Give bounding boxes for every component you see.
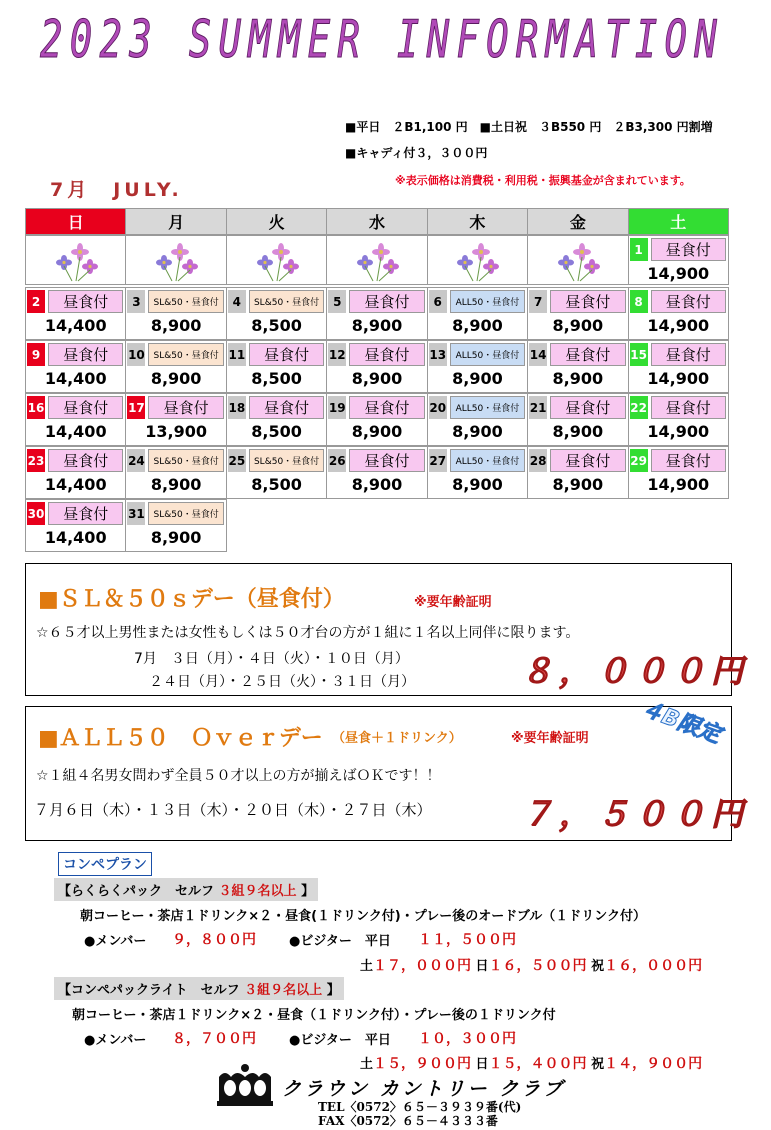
plan-label: 昼食付 <box>651 290 726 313</box>
day-number: 20 <box>429 396 447 419</box>
plan-label: 昼食付 <box>349 396 424 419</box>
sl50-price: ８，０００円 <box>521 652 750 690</box>
day-price: 8,900 <box>351 475 403 494</box>
phone-number: TEL〈0572〉６５－３９３９番(代) <box>318 1100 522 1114</box>
weekday-header: 水 <box>326 208 427 235</box>
day-number: 11 <box>228 343 246 366</box>
compe-plan-title: コンペプラン <box>58 852 152 876</box>
page-title: 2023 SUMMER INFORMATION <box>40 10 725 70</box>
day-price: 8,500 <box>251 369 302 388</box>
plan-label: SL&50・昼食付 <box>148 449 223 472</box>
calendar-day[interactable] <box>125 446 226 499</box>
all50-title: ■ＡＬＬ５０ Ｏｖｅｒデー <box>38 726 323 751</box>
fax-number: FAX〈0572〉６５－４３３３番 <box>318 1114 498 1128</box>
calendar-day[interactable] <box>125 393 226 446</box>
calendar-day[interactable] <box>25 499 126 552</box>
tax-notice: ※表示価格は消費税・利用税・振興基金が含まれています。 <box>395 174 691 187</box>
plan-label: 昼食付 <box>550 343 625 366</box>
light-visitor-label: ●ビジター 平日 <box>289 1033 391 1048</box>
day-number: 29 <box>630 449 648 472</box>
day-price: 14,400 <box>44 422 107 441</box>
day-price: 8,900 <box>351 316 403 335</box>
day-price: 8,900 <box>351 369 403 388</box>
raku-pack-condition: ３組９名以上 <box>218 884 297 899</box>
day-number: 23 <box>27 449 45 472</box>
day-number: 7 <box>529 290 547 313</box>
plan-label: SL&50・昼食付 <box>249 449 324 472</box>
plan-label: ALL50・昼食付 <box>450 290 525 313</box>
day-number: 25 <box>228 449 246 472</box>
day-price: 14,400 <box>44 316 107 335</box>
plan-label: ALL50・昼食付 <box>450 449 525 472</box>
day-price: 8,900 <box>150 369 202 388</box>
day-number: 13 <box>429 343 447 366</box>
calendar-day[interactable] <box>125 340 226 393</box>
raku-hol-label: 祝 <box>591 959 605 974</box>
light-pack-close: 】 <box>326 983 340 998</box>
day-number: 9 <box>27 343 45 366</box>
day-number: 1 <box>630 238 648 261</box>
day-price: 8,900 <box>552 369 604 388</box>
calendar-day[interactable] <box>326 340 427 393</box>
day-number: 17 <box>127 396 145 419</box>
flower-icon <box>427 235 528 285</box>
plan-label: 昼食付 <box>48 396 123 419</box>
light-weekend-prices <box>360 1053 702 1073</box>
day-number: 12 <box>328 343 346 366</box>
calendar-day[interactable] <box>628 235 729 285</box>
light-pack-condition: ３組９名以上 <box>244 983 323 998</box>
day-number: 19 <box>328 396 346 419</box>
raku-pack-close: 】 <box>301 884 315 899</box>
weekday-header: 月 <box>125 208 226 235</box>
day-price: 14,400 <box>44 475 107 494</box>
4b-limited-badge: ４B限定 <box>637 696 724 749</box>
day-number: 31 <box>127 502 145 525</box>
calendar-day[interactable] <box>226 340 327 393</box>
plan-label: 昼食付 <box>651 343 726 366</box>
sl50-title: ■ＳＬ＆５０ｓデー（昼食付） <box>38 587 345 612</box>
light-member-label: ●メンバー <box>84 1033 147 1048</box>
plan-label: 昼食付 <box>48 290 123 313</box>
raku-visitor-label: ●ビジター 平日 <box>289 934 391 949</box>
day-number: 28 <box>529 449 547 472</box>
day-price: 8,500 <box>251 475 302 494</box>
plan-label: 昼食付 <box>48 449 123 472</box>
day-price: 13,900 <box>145 422 207 441</box>
day-number: 18 <box>228 396 246 419</box>
day-number: 8 <box>630 290 648 313</box>
calendar-day[interactable] <box>25 446 126 499</box>
calendar-day[interactable] <box>527 340 628 393</box>
plan-label: SL&50・昼食付 <box>148 290 223 313</box>
all50-description: ☆１組４名男女問わず全員５０才以上の方が揃えばＯＫです！！ <box>36 768 441 784</box>
calendar-day[interactable] <box>527 393 628 446</box>
raku-member-price: ９，８００円 <box>172 932 256 948</box>
plan-label: 昼食付 <box>349 449 424 472</box>
day-price: 8,900 <box>552 422 604 441</box>
flower-icon <box>226 235 327 285</box>
sl50-dates-1: 7月 ３日（月）・４日（火）・１０日（月） <box>134 651 409 667</box>
weekday-header: 日 <box>25 208 126 235</box>
all50-age-note: ※要年齢証明 <box>511 731 589 746</box>
calendar-day[interactable] <box>226 446 327 499</box>
all50-box <box>25 706 750 841</box>
day-price: 14,900 <box>647 422 710 441</box>
sl50-dates-2: ２４日（月）・２５日（火）・３１日（月） <box>149 674 415 690</box>
raku-sun-price: １６，５００円 <box>488 958 587 974</box>
calendar-day[interactable] <box>427 446 528 499</box>
raku-member-label: ●メンバー <box>84 934 147 949</box>
weekday-header: 木 <box>427 208 528 235</box>
light-pack-name: 【コンペパックライト セルフ <box>58 983 240 998</box>
plan-label: 昼食付 <box>550 396 625 419</box>
calendar-day[interactable] <box>628 393 729 446</box>
day-number: 24 <box>127 449 145 472</box>
day-number: 6 <box>429 290 447 313</box>
raku-pack-name: 【らくらくパック セルフ <box>58 884 215 899</box>
day-number: 21 <box>529 396 547 419</box>
calendar-day[interactable] <box>628 340 729 393</box>
raku-visitor-weekday-price: １１，５００円 <box>418 932 516 948</box>
calendar-day[interactable] <box>628 287 729 340</box>
calendar-day[interactable] <box>125 287 226 340</box>
all50-subtitle: （昼食＋１ドリンク） <box>332 731 462 746</box>
sl50-age-note: ※要年齢証明 <box>414 595 492 610</box>
raku-hol-price: １６，０００円 <box>604 958 703 974</box>
plan-label: 昼食付 <box>48 502 123 525</box>
calendar-day[interactable] <box>226 287 327 340</box>
flower-icon <box>326 235 427 285</box>
calendar-day[interactable] <box>25 393 126 446</box>
plan-label: 昼食付 <box>651 238 726 261</box>
day-number: 22 <box>630 396 648 419</box>
calendar-day[interactable] <box>25 287 126 340</box>
day-price: 8,900 <box>150 316 202 335</box>
crown-logo-icon <box>215 1063 275 1111</box>
calendar-day[interactable] <box>527 446 628 499</box>
plan-label: 昼食付 <box>349 343 424 366</box>
calendar-day[interactable] <box>427 393 528 446</box>
club-name: クラウン カントリー クラブ <box>282 1078 566 1100</box>
day-number: 14 <box>529 343 547 366</box>
all50-dates: ７月６日（木）・１３日（木）・２０日（木）・２７日（木） <box>34 801 432 819</box>
calendar-day[interactable] <box>527 287 628 340</box>
day-number: 27 <box>429 449 447 472</box>
day-price: 14,900 <box>647 264 710 283</box>
plan-label: 昼食付 <box>349 290 424 313</box>
sl50-box <box>25 563 750 696</box>
day-price: 8,900 <box>452 316 503 335</box>
plan-label: SL&50・昼食付 <box>148 502 223 525</box>
day-number: 16 <box>27 396 45 419</box>
calendar-day[interactable] <box>326 393 427 446</box>
calendar-day[interactable] <box>125 499 226 552</box>
day-number: 30 <box>27 502 45 525</box>
day-number: 3 <box>127 290 145 313</box>
day-number: 2 <box>27 290 45 313</box>
calendar-day[interactable] <box>326 446 427 499</box>
day-price: 8,500 <box>251 422 302 441</box>
calendar-day[interactable] <box>326 287 427 340</box>
light-member-price: ８，７００円 <box>172 1031 256 1047</box>
weekday-header: 火 <box>226 208 327 235</box>
day-price: 14,900 <box>647 369 710 388</box>
raku-pack-header <box>54 878 318 901</box>
calendar-day[interactable] <box>427 287 528 340</box>
day-price: 8,900 <box>452 475 503 494</box>
raku-pack-description: 朝コーヒー・茶店１ドリンク×２・昼食(１ドリンク付)・プレー後のオードブル（１ドリンク付） <box>80 909 647 924</box>
plan-label: 昼食付 <box>148 396 223 419</box>
day-price: 8,900 <box>552 316 604 335</box>
flower-icon <box>125 235 226 285</box>
day-price: 14,400 <box>44 369 107 388</box>
light-sat-label: 土 <box>360 1057 374 1072</box>
raku-weekend-prices <box>360 955 702 975</box>
weekday-header: 土 <box>628 208 729 235</box>
raku-sun-label: 日 <box>475 959 489 974</box>
light-sun-price: １５，４００円 <box>488 1056 587 1072</box>
day-price: 8,900 <box>150 475 202 494</box>
light-visitor-weekday-price: １０，３００円 <box>418 1031 516 1047</box>
plan-label: ALL50・昼食付 <box>450 396 525 419</box>
caddie-fee-info: ■キャディ付３，３００円 <box>345 146 488 160</box>
calendar-day[interactable] <box>427 340 528 393</box>
day-number: 26 <box>328 449 346 472</box>
light-hol-price: １４，９００円 <box>604 1056 703 1072</box>
light-hol-label: 祝 <box>591 1057 605 1072</box>
day-number: 5 <box>328 290 346 313</box>
month-label: 7月 JULY. <box>50 179 183 201</box>
day-number: 10 <box>127 343 145 366</box>
plan-label: 昼食付 <box>249 396 324 419</box>
calendar-day[interactable] <box>25 340 126 393</box>
light-pack-description: 朝コーヒー・茶店１ドリンク×２・昼食（１ドリンク付）・プレー後の１ドリンク付 <box>72 1008 556 1023</box>
light-pack-header <box>54 977 344 1000</box>
plan-label: 昼食付 <box>651 449 726 472</box>
day-price: 8,500 <box>251 316 302 335</box>
light-sat-price: １５，９００円 <box>373 1056 472 1072</box>
plan-label: SL&50・昼食付 <box>249 290 324 313</box>
day-price: 8,900 <box>552 475 604 494</box>
raku-sat-label: 土 <box>360 959 374 974</box>
green-fee-info: ■平日 ２B1,100 円 ■土日祝 ３B550 円 ２B3,300 円割増 <box>345 120 713 134</box>
light-sun-label: 日 <box>475 1057 489 1072</box>
day-price: 14,900 <box>647 475 710 494</box>
raku-sat-price: １７，０００円 <box>373 958 472 974</box>
calendar-day[interactable] <box>226 393 327 446</box>
plan-label: 昼食付 <box>651 396 726 419</box>
plan-label: 昼食付 <box>249 343 324 366</box>
calendar-day[interactable] <box>628 446 729 499</box>
plan-label: 昼食付 <box>550 290 625 313</box>
day-number: 4 <box>228 290 246 313</box>
flower-icon <box>527 235 628 285</box>
plan-label: 昼食付 <box>550 449 625 472</box>
all50-price: ７，５００円 <box>521 795 750 833</box>
plan-label: ALL50・昼食付 <box>450 343 525 366</box>
plan-label: SL&50・昼食付 <box>148 343 223 366</box>
plan-label: 昼食付 <box>48 343 123 366</box>
weekday-header: 金 <box>527 208 628 235</box>
sl50-description: ☆６５才以上男性または女性もしくは５０才台の方が１組に１名以上同伴に限ります。 <box>36 625 580 641</box>
day-price: 8,900 <box>351 422 403 441</box>
day-price: 8,900 <box>452 422 503 441</box>
day-price: 14,400 <box>44 528 107 547</box>
day-price: 8,900 <box>150 528 202 547</box>
day-price: 14,900 <box>647 316 710 335</box>
flower-icon <box>25 235 126 285</box>
day-number: 15 <box>630 343 648 366</box>
day-price: 8,900 <box>452 369 503 388</box>
